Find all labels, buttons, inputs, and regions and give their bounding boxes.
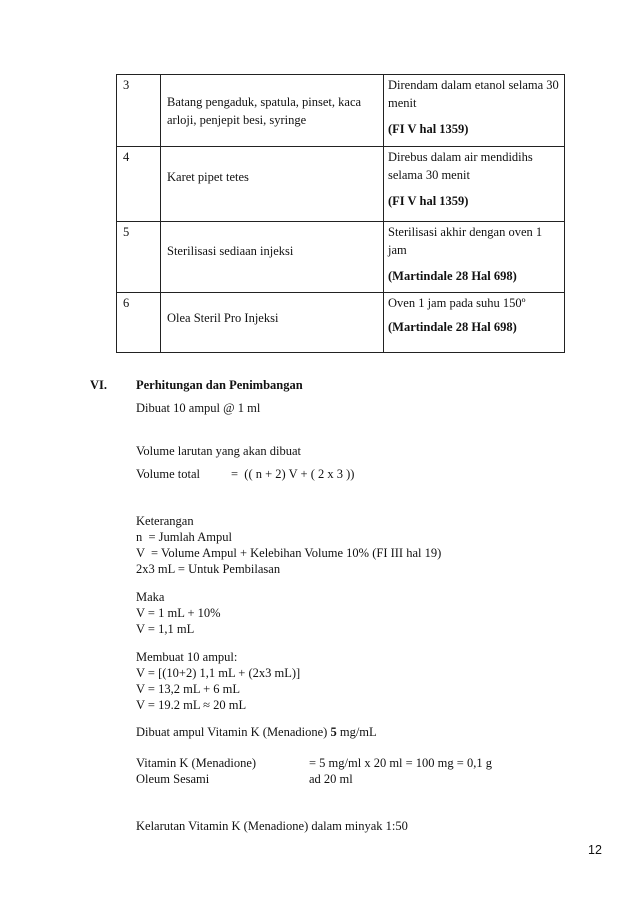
keterangan-n: n = Jumlah Ampul bbox=[136, 530, 232, 544]
volume-step-2: V = 1,1 mL bbox=[136, 622, 195, 636]
ampul-dose: 5 bbox=[330, 725, 337, 739]
keterangan-heading: Keterangan bbox=[136, 514, 194, 528]
row-number: 4 bbox=[117, 147, 161, 222]
vitamin-k-value: = 5 mg/ml x 20 ml = 100 mg = 0,1 g bbox=[309, 756, 492, 770]
membuat-step-2: V = 13,2 mL + 6 mL bbox=[136, 682, 241, 696]
source-reference: (Martindale 28 Hal 698) bbox=[388, 269, 517, 283]
solubility-text: Kelarutan Vitamin K (Menadione) dalam minyak 1:50 bbox=[136, 819, 408, 833]
sterilization-table bbox=[116, 74, 565, 353]
method-text: Oven 1 jam pada suhu 150º bbox=[388, 296, 526, 310]
equipment-text: Sterilisasi sediaan injeksi bbox=[167, 244, 294, 258]
equipment-text: Olea Steril Pro Injeksi bbox=[167, 311, 279, 325]
keterangan-rinse: 2x3 mL = Untuk Pembilasan bbox=[136, 562, 281, 576]
equipment-text: Karet pipet tetes bbox=[167, 170, 249, 184]
equipment-cell bbox=[161, 293, 384, 353]
source-reference: (FI V hal 1359) bbox=[388, 122, 469, 136]
table-row bbox=[117, 293, 565, 353]
membuat-step-1: V = [(10+2) 1,1 mL + (2x3 mL)] bbox=[136, 666, 301, 680]
table-row bbox=[117, 222, 565, 293]
membuat-step-3: V = 19.2 mL ≈ 20 mL bbox=[136, 698, 247, 712]
equipment-text: Batang pengaduk, spatula, pinset, kaca arloji, penjepit besi, syringe bbox=[167, 95, 362, 127]
keterangan-v: V = Volume Ampul + Kelebihan Volume 10% (FI III hal 19) bbox=[136, 546, 442, 560]
method-text: Direndam dalam etanol selama 30 menit bbox=[388, 78, 559, 110]
ampul-unit: mg/mL bbox=[336, 725, 377, 739]
row-number: 3 bbox=[117, 75, 161, 147]
table-row bbox=[117, 75, 565, 147]
source-reference: (Martindale 28 Hal 698) bbox=[388, 320, 517, 334]
section-number: VI. bbox=[90, 378, 108, 392]
oleum-value: ad 20 ml bbox=[309, 772, 353, 786]
method-text: Direbus dalam air mendidihs selama 30 menit bbox=[388, 150, 533, 182]
volume-total-formula: = (( n + 2) V + ( 2 x 3 )) bbox=[231, 467, 355, 481]
section-title: Perhitungan dan Penimbangan bbox=[136, 378, 303, 392]
vitamin-k-label: Vitamin K (Menadione) bbox=[136, 756, 257, 770]
volume-intro: Volume larutan yang akan dibuat bbox=[136, 444, 302, 458]
membuat-label: Membuat 10 ampul: bbox=[136, 650, 238, 664]
ampul-concentration bbox=[136, 724, 377, 740]
volume-step-1: V = 1 mL + 10% bbox=[136, 606, 221, 620]
row-number: 5 bbox=[117, 222, 161, 293]
equipment-cell bbox=[161, 75, 384, 147]
method-cell bbox=[384, 222, 565, 293]
equipment-cell bbox=[161, 147, 384, 222]
method-cell bbox=[384, 147, 565, 222]
source-reference: (FI V hal 1359) bbox=[388, 194, 469, 208]
row-number: 6 bbox=[117, 293, 161, 353]
method-cell bbox=[384, 293, 565, 353]
page-number: 12 bbox=[588, 843, 602, 857]
method-cell bbox=[384, 75, 565, 147]
maka-label: Maka bbox=[136, 590, 165, 604]
method-text: Sterilisasi akhir dengan oven 1 jam bbox=[388, 225, 543, 257]
table-row bbox=[117, 147, 565, 222]
ampul-count-text: Dibuat 10 ampul @ 1 ml bbox=[136, 401, 261, 415]
volume-total-label: Volume total bbox=[136, 467, 201, 481]
equipment-cell bbox=[161, 222, 384, 293]
oleum-label: Oleum Sesami bbox=[136, 772, 210, 786]
ampul-prefix: Dibuat ampul Vitamin K (Menadione) bbox=[136, 725, 331, 739]
